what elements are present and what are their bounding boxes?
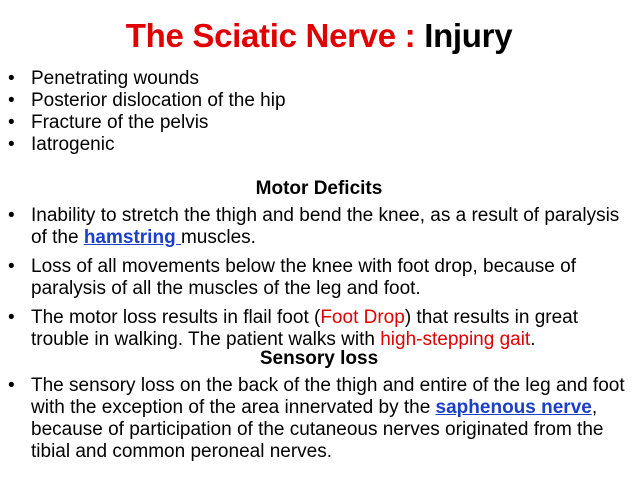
motor-deficits-heading: Motor Deficits	[255, 178, 383, 199]
bullet-icon: •	[8, 90, 15, 111]
motor-item-text-middle: ) that results in great trouble in walking. The patient walks with	[31, 307, 579, 350]
sensory-list	[6, 375, 632, 463]
sensory-item-text-end: , because of participation of the cutaneous nerves originated from the tibial and common peroneal nerves.	[31, 397, 604, 462]
sensory-loss-heading: Sensory loss	[259, 348, 379, 369]
sensory-item-text: The sensory loss on the back of the thigh and entire of the leg and foot with the exception of the area innervated by the	[31, 375, 625, 418]
motor-item-text: The motor loss results in flail foot (	[31, 307, 321, 328]
cause-item	[6, 112, 632, 134]
causes-list	[6, 68, 632, 156]
motor-item-hamstring	[6, 205, 632, 249]
motor-item-flail-foot	[6, 307, 632, 351]
hamstring-link[interactable]: hamstring	[83, 227, 181, 248]
bullet-icon: •	[8, 205, 15, 226]
motor-item-text: Inability to stretch the thigh and bend the knee, as a result of paralysis of the	[31, 205, 620, 248]
foot-drop-highlight: Foot Drop	[320, 307, 405, 328]
motor-item-foot-drop	[6, 256, 632, 300]
motor-item-text-end: muscles.	[180, 227, 256, 248]
bullet-icon: •	[8, 68, 15, 89]
motor-item-text: Loss of all movements below the knee with foot drop, because of paralysis of all the muscles of the leg and foot.	[31, 256, 576, 299]
cause-item	[6, 90, 632, 112]
sensory-item	[6, 375, 632, 463]
cause-text: Penetrating wounds	[31, 68, 199, 89]
saphenous-nerve-link[interactable]: saphenous nerve	[435, 397, 592, 418]
bullet-icon: •	[8, 112, 15, 133]
cause-text: Posterior dislocation of the hip	[31, 90, 286, 111]
cause-item	[6, 134, 632, 156]
bullet-icon: •	[8, 256, 15, 277]
bullet-icon: •	[8, 307, 15, 328]
high-stepping-gait-highlight: high-stepping gait	[380, 329, 531, 350]
title-sub: Injury	[424, 17, 513, 54]
cause-text: Iatrogenic	[31, 134, 115, 155]
bullet-icon: •	[8, 375, 15, 396]
motor-list	[6, 205, 632, 351]
motor-item-text-end: .	[530, 329, 536, 350]
title-main: The Sciatic Nerve :	[125, 17, 416, 54]
slide-title	[0, 14, 638, 58]
cause-text: Fracture of the pelvis	[31, 112, 209, 133]
bullet-icon: •	[8, 134, 15, 155]
cause-item	[6, 68, 632, 90]
